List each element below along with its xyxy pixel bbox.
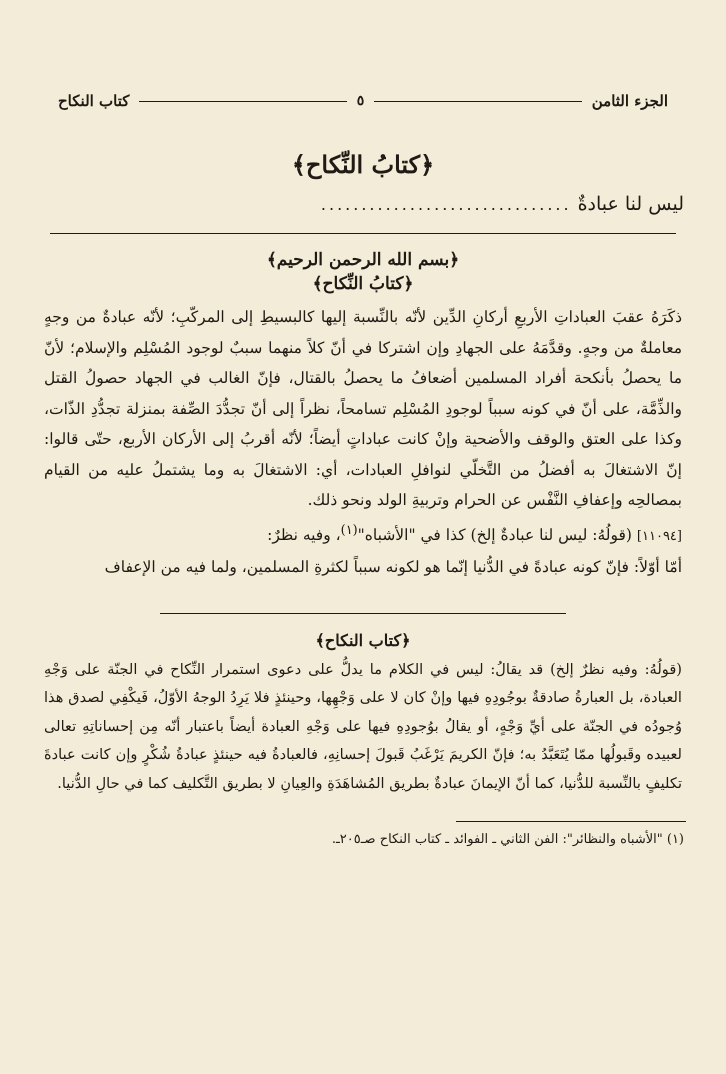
header-volume: الجزء الثامن	[591, 92, 668, 110]
last-line: أمّا أوّلاً: فإنّ كونه عبادةً في الدُّنيا إنّما هو لكونه سبباً لكثرةِ المسلمين، ولما فيه من الإعفاف	[104, 558, 682, 577]
commentary-title: ﴿كتاب النكاح﴾	[315, 630, 411, 650]
header-rule-left	[139, 101, 346, 102]
header-book-title: كتاب النكاح	[58, 92, 130, 110]
footnote-rule	[456, 821, 686, 822]
main-text	[40, 302, 686, 583]
commentary-separator	[160, 613, 566, 614]
section-title: ﴿كتابُ النِّكاح﴾	[312, 274, 414, 294]
matn-text: ليس لنا عبادةٌ	[577, 193, 684, 215]
page	[40, 88, 686, 1044]
running-header	[58, 88, 668, 114]
chapter-title: ﴿كتابُ النِّكاح﴾	[291, 150, 435, 179]
quote-tail: ، وفيه نظرٌ:	[267, 525, 341, 544]
header-page-number: ٥	[356, 93, 365, 109]
commentary-text: (قولُهُ: وفيه نظرٌ إلخ) قد يقالُ: ليس في الكلام ما يدلُّ على دعوى استمرار النِّكاح في الجنّة على وَجْهِ العبادة، بل العبارةُ صادقةٌ بوجُودِهِ فيها وإنْ كان لا على وَجْهِها، وحينئذٍ فلا يَرِدُ الوجهُ الأوّلُ، فَيكْفِي لصدق هذا وُجودُه في الجنّة على أيِّ وَجْهٍ، أو يقالُ بوُجودِهِ فيها على وَجْهِ العبادة أيضاً باعتبار أنّه مِن إحساناتِهِ تعالى لعبيده وقَبولُها ممّا يُتَعَبَّدُ به؛ فإنّ الكريمَ يَرْغَبُ قَبولَ إحسانِهِ، فالعبادةُ فيه حينئذٍ عبادةُ شُكْرٍ وإن كانت عبادةَ تكليفٍ بالنِّسبة للدُّنيا، كما أنّ الإيمانَ عبادةٌ بطريق المُشاهَدَةِ والعِيانِ لا بطريق التَّكليف كما في حالِ الدُّنيا.	[44, 660, 682, 793]
matn-separator	[50, 233, 676, 234]
header-rule-right	[374, 101, 581, 102]
basmala: ﴿بسم الله الرحمن الرحيم﴾	[266, 250, 460, 270]
quote-text: (قولُهُ: ليس لنا عبادةٌ إلخ) كذا في "الأشباه"	[357, 525, 632, 544]
quote-number: [١١٠٩٤]	[636, 528, 682, 544]
footnote-ref: (١)	[340, 522, 358, 538]
main-paragraph: ذكَرَهُ عقبَ العباداتِ الأربعِ أركانِ الدِّين لأنّه بالنِّسبة إليها كالبسيطِ إلى المركّبِ؛ لأنّه عبادةٌ من وجهٍ معاملةٌ من وجهٍ. وقدَّمَهُ على الجهادِ وإن اشتركا في أنّ كلاً منهما سببٌ لوجود المُسْلِم والإسلام؛ لأنّ ما يحصلُ بأنكحة أفراد المسلمين أضعافُ ما يحصلُ بالقتال، فإنّ الغالب في الجهاد حصولُ القتل والذِّمَّة، على أنّ في كونه سبباً لوجودِ المُسْلِم تسامحاً، نظراً إلى أنّ تجدُّدَ الصِّفة بمنزلة تجدُّدِ الذّات، وكذا على العتق والوقف والأضحية وإنْ كانت عباداتٍ أيضاً؛ لأنّه أقربُ إلى الأركان الأربع، حتّى قالوا: إنّ الاشتغالَ به أفضلُ من التَّخلّي لنوافلِ العبادات، أي: الاشتغالَ به وما يشتملُ عليه من القيام بمصالحِه وإعفافِ النَّفْس عن الحرام وتربيةِ الولد ونحو ذلك.	[44, 308, 682, 509]
matn-dots: ...............................	[320, 195, 572, 214]
matn-line	[40, 193, 686, 215]
quote-paragraph	[44, 516, 682, 553]
footnote: (١) "الأشباه والنظائر": الفن الثاني ـ الفوائد ـ كتاب النكاح صـ٢٠٥ـ.	[331, 831, 684, 847]
